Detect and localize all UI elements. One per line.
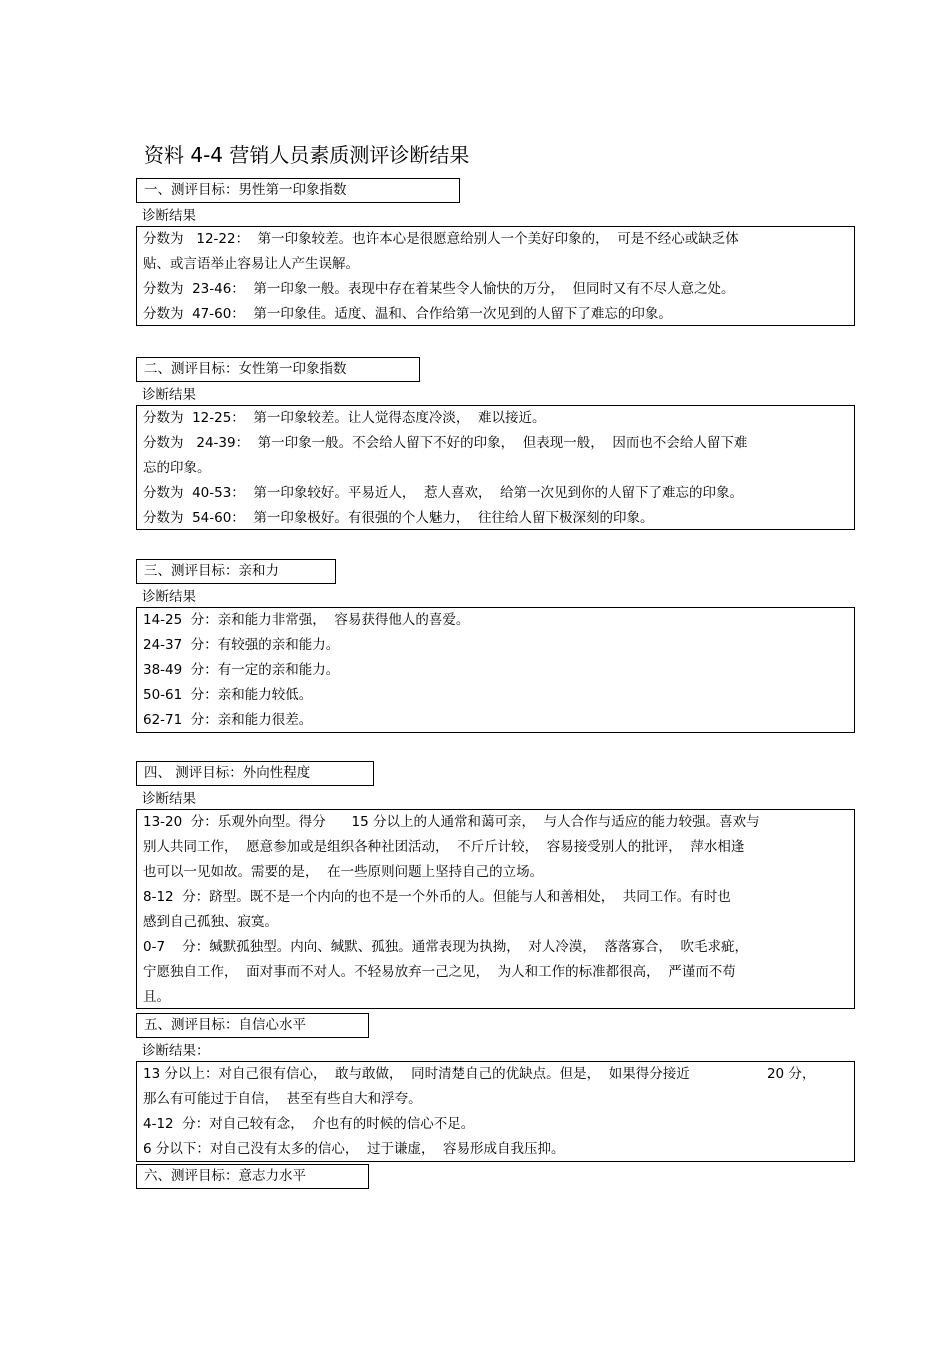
result-line: 宁愿独自工作， 面对事而不对人。不轻易放弃一己之见， 为人和工作的标准都很高， 严谨而不苟 xyxy=(143,964,736,980)
diagnosis-label: 诊断结果 xyxy=(142,791,196,807)
section-heading: 六、测评目标：意志力水平 xyxy=(136,1164,369,1189)
section-willpower xyxy=(136,1164,855,1189)
section-female-first-impression xyxy=(136,357,855,530)
result-line: 感到自己孤独、寂寞。 xyxy=(143,914,278,930)
result-line: 且。 xyxy=(143,989,170,1005)
result-line: 50-61 分：亲和能力较低。 xyxy=(143,687,313,703)
result-line: 分数为 40-53： 第一印象较好。平易近人， 惹人喜欢， 给第一次见到你的人留下了难忘的印象。 xyxy=(143,485,744,501)
section-male-first-impression xyxy=(136,178,855,326)
section-heading: 四、 测评目标：外向性程度 xyxy=(136,761,374,786)
section-heading: 三、测评目标：亲和力 xyxy=(136,559,336,584)
section-heading: 二、测评目标：女性第一印象指数 xyxy=(136,357,420,382)
diagnosis-label: 诊断结果 xyxy=(142,208,196,224)
section-heading: 五、测评目标：自信心水平 xyxy=(136,1013,369,1038)
diagnosis-label: 诊断结果 xyxy=(142,387,196,403)
result-line: 忘的印象。 xyxy=(143,460,211,476)
result-box xyxy=(136,405,855,530)
result-line: 分数为 54-60： 第一印象极好。有很强的个人魅力， 往往给人留下极深刻的印象。 xyxy=(143,510,654,526)
section-extroversion xyxy=(136,761,855,1009)
result-line: 4-12 分：对自己较有念， 介也有的时候的信心不足。 xyxy=(143,1116,475,1132)
section-heading: 一、测评目标：男性第一印象指数 xyxy=(136,178,460,203)
result-line: 分数为 47-60： 第一印象佳。适度、温和、合作给第一次见到的人留下了难忘的印象。 xyxy=(143,306,672,322)
section-confidence xyxy=(136,1013,855,1162)
result-line: 贴、或言语举止容易让人产生误解。 xyxy=(143,256,359,272)
result-box xyxy=(136,226,855,326)
result-box xyxy=(136,809,855,1009)
result-line: 分数为 12-25： 第一印象较差。让人觉得态度冷淡， 难以接近。 xyxy=(143,410,546,426)
page-title: 资料 4-4 营销人员素质测评诊断结果 xyxy=(144,143,470,167)
result-line: 分数为 23-46： 第一印象一般。表现中存在着某些令人愉快的万分， 但同时又有不尽人意之处。 xyxy=(143,281,735,297)
result-line: 62-71 分：亲和能力很差。 xyxy=(143,712,313,728)
result-line: 38-49 分：有一定的亲和能力。 xyxy=(143,662,340,678)
result-line: 别人共同工作， 愿意参加或是组织各种社团活动， 不斤斤计较， 容易接受别人的批评， 萍水相逢 xyxy=(143,839,745,855)
result-box xyxy=(136,1061,855,1162)
result-line: 6 分以下：对自己没有太多的信心， 过于谦虚， 容易形成自我压抑。 xyxy=(143,1141,565,1157)
result-line: 8-12 分：跻型。既不是一个内向的也不是一个外币的人。但能与人和善相处， 共同工作。有时也 xyxy=(143,889,731,905)
result-line: 分数为 24-39： 第一印象一般。不会给人留下不好的印象， 但表现一般， 因而也不会给人留下难 xyxy=(143,435,748,451)
section-affinity xyxy=(136,559,855,733)
result-line: 24-37 分：有较强的亲和能力。 xyxy=(143,637,340,653)
result-box xyxy=(136,607,855,733)
diagnosis-label: 诊断结果 xyxy=(142,589,196,605)
result-line: 分数为 12-22： 第一印象较差。也许本心是很愿意给别人一个美好印象的， 可是不经心或缺乏体 xyxy=(143,231,739,247)
diagnosis-label: 诊断结果： xyxy=(142,1043,210,1059)
result-line: 那么有可能过于自信， 甚至有些自大和浮夸。 xyxy=(143,1091,422,1107)
result-line: 14-25 分：亲和能力非常强， 容易获得他人的喜爱。 xyxy=(143,612,470,628)
result-line: 13-20 分：乐观外向型。得分 15 分以上的人通常和蔼可亲， 与人合作与适应的能力较强。喜欢与 xyxy=(143,814,760,830)
result-line: 也可以一见如故。需要的是， 在一些原则问题上坚持自己的立场。 xyxy=(143,864,544,880)
result-line: 13 分以上：对自己很有信心， 敢与敢做， 同时清楚自己的优缺点。但是， 如果得分接近 20 分， xyxy=(143,1066,816,1082)
result-line: 0-7 分：缄默孤独型。内向、缄默、孤独。通常表现为执拗， 对人冷漠， 落落寡合， 吹毛求疵， xyxy=(143,939,748,955)
